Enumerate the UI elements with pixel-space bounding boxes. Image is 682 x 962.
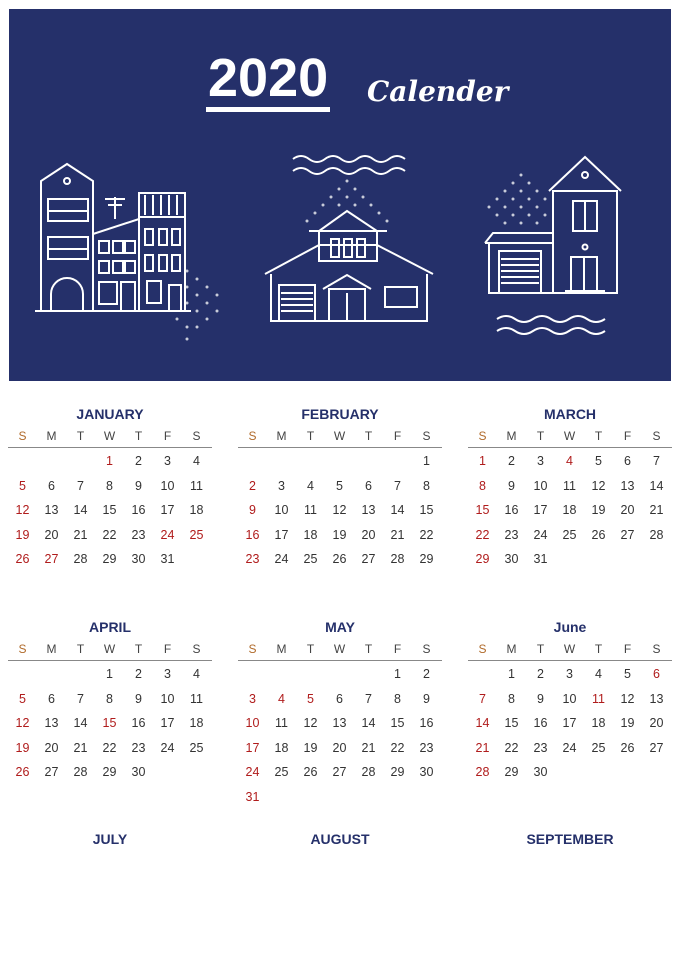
day-cell: 10	[160, 691, 175, 706]
day-cell: 2	[537, 667, 544, 681]
houses-illustration	[9, 9, 671, 381]
weekday-label: S	[18, 429, 27, 443]
weekday-label: T	[594, 429, 603, 443]
day-cell: 3	[278, 478, 285, 493]
day-cell: 24	[274, 552, 289, 566]
day-cell: 5	[336, 478, 343, 493]
day-cell: 13	[361, 503, 376, 517]
month-february	[238, 406, 442, 566]
day-cell: 8	[423, 478, 430, 493]
day-cell: 14	[361, 716, 376, 730]
day-cell: 4	[193, 667, 200, 681]
day-cell: 11	[304, 503, 317, 517]
town-buildings-icon	[35, 164, 191, 311]
weekday-header	[468, 642, 672, 661]
day-cell: 8	[479, 478, 486, 493]
weekday-label: S	[652, 642, 661, 656]
day-cell: 5	[307, 691, 314, 706]
day-cell: 24	[245, 765, 260, 779]
day-cell: 17	[160, 716, 175, 730]
day-cell: 1	[479, 454, 486, 468]
day-cell: 12	[15, 716, 30, 730]
day-cell: 15	[102, 716, 117, 730]
day-cell: 9	[135, 691, 142, 706]
day-cell: 2	[135, 454, 142, 468]
day-cell: 25	[189, 740, 204, 755]
day-cell: 27	[44, 552, 59, 566]
weekday-label: S	[192, 429, 201, 443]
weekday-label: T	[364, 642, 373, 656]
day-cell: 7	[394, 478, 401, 493]
weekday-header	[8, 642, 212, 661]
day-cell: 23	[131, 740, 146, 755]
day-cell: 1	[106, 454, 113, 468]
day-cell: 30	[419, 765, 434, 779]
weekday-label: W	[333, 429, 346, 443]
day-cell: 2	[249, 478, 256, 493]
calendar-subtitle: Calender	[367, 75, 509, 108]
day-cell: 25	[274, 765, 289, 779]
weekday-label: T	[76, 642, 85, 656]
day-cell: 17	[562, 716, 577, 730]
month-august	[238, 831, 442, 849]
day-cell: 29	[504, 765, 519, 779]
farmhouse-icon	[265, 156, 433, 321]
day-cell: 23	[245, 552, 260, 566]
day-cell: 20	[44, 740, 59, 755]
day-cell: 27	[44, 765, 59, 779]
month-september	[468, 831, 672, 849]
day-cell: 11	[592, 691, 605, 706]
weekday-label: M	[276, 642, 287, 656]
day-cell: 6	[653, 667, 660, 681]
weekday-label: S	[478, 642, 487, 656]
weekday-label: T	[594, 642, 603, 656]
day-cell: 12	[332, 503, 347, 517]
day-cell: 14	[73, 503, 88, 517]
day-cell: 27	[332, 765, 347, 779]
day-cell: 17	[533, 503, 548, 517]
day-cell: 18	[591, 716, 606, 730]
day-cell: 19	[303, 740, 318, 755]
day-cell: 7	[479, 691, 486, 706]
day-cell: 9	[537, 691, 544, 706]
day-cell: 22	[102, 740, 117, 755]
day-cell: 30	[131, 765, 146, 779]
day-cell: 3	[537, 454, 544, 468]
day-cell: 20	[332, 740, 347, 755]
month-name: JANUARY	[76, 406, 144, 422]
day-cell: 21	[361, 740, 376, 755]
weekday-label: T	[134, 429, 143, 443]
day-cell: 1	[106, 667, 113, 681]
day-cell: 6	[624, 454, 631, 468]
day-cell: 15	[390, 716, 405, 730]
day-cell: 7	[653, 454, 660, 468]
day-cell: 28	[73, 552, 88, 566]
day-cell: 8	[508, 691, 515, 706]
day-cell: 11	[190, 478, 203, 493]
day-cell: 12	[15, 503, 30, 517]
month-name: FEBRUARY	[301, 406, 379, 422]
weekday-label: M	[46, 642, 57, 656]
day-cell: 7	[77, 691, 84, 706]
day-cell: 30	[131, 552, 146, 566]
day-cell: 16	[504, 503, 519, 517]
day-cell: 19	[591, 503, 606, 517]
day-cell: 13	[44, 503, 59, 517]
weekday-label: F	[623, 642, 632, 656]
weekday-label: T	[536, 429, 545, 443]
month-name: JULY	[92, 831, 128, 847]
day-cell: 11	[563, 478, 576, 493]
day-cell: 3	[566, 667, 573, 681]
day-cell: 20	[649, 716, 664, 730]
day-cell: 4	[566, 454, 573, 468]
day-cell: 12	[303, 716, 318, 730]
day-cell: 14	[73, 716, 88, 730]
day-cell: 8	[394, 691, 401, 706]
day-cell: 24	[533, 527, 548, 542]
day-cell: 15	[475, 503, 490, 517]
weekday-label: S	[478, 429, 487, 443]
weekday-header	[238, 429, 442, 448]
day-cell: 31	[160, 552, 175, 566]
day-cell: 14	[390, 503, 405, 517]
weekday-label: W	[333, 642, 346, 656]
day-cell: 4	[278, 691, 285, 706]
weekday-label: T	[306, 642, 315, 656]
day-cell: 24	[160, 527, 175, 542]
day-cell: 21	[73, 527, 88, 542]
month-name: SEPTEMBER	[526, 831, 614, 847]
day-cell: 28	[361, 765, 376, 779]
month-name: MAY	[325, 619, 355, 635]
day-cell: 7	[365, 691, 372, 706]
day-cell: 25	[562, 527, 577, 542]
day-cell: 4	[307, 478, 314, 493]
month-may	[238, 619, 442, 804]
day-cell: 30	[504, 552, 519, 566]
day-cell: 26	[591, 527, 606, 542]
day-cell: 21	[475, 740, 490, 755]
day-cell: 17	[274, 527, 289, 542]
weekday-label: F	[623, 429, 632, 443]
day-cell: 16	[131, 503, 146, 517]
day-cell: 26	[332, 552, 347, 566]
day-cell: 10	[245, 716, 260, 730]
day-cell: 13	[649, 691, 664, 706]
day-cell: 26	[15, 552, 30, 566]
day-cell: 19	[15, 527, 30, 542]
day-cell: 15	[102, 503, 117, 517]
weekday-label: W	[103, 429, 116, 443]
day-cell: 22	[419, 527, 434, 542]
townhouse-icon	[485, 157, 621, 334]
weekday-label: T	[364, 429, 373, 443]
weekday-label: W	[103, 642, 116, 656]
day-cell: 3	[249, 691, 256, 706]
day-cell: 27	[620, 527, 635, 542]
day-cell: 19	[15, 740, 30, 755]
day-cell: 9	[508, 478, 515, 493]
day-cell: 30	[533, 765, 548, 779]
weekday-label: S	[652, 429, 661, 443]
day-cell: 18	[189, 503, 204, 517]
day-cell: 16	[419, 716, 434, 730]
day-cell: 24	[160, 740, 175, 755]
weekday-label: M	[506, 429, 517, 443]
day-cell: 22	[390, 740, 405, 755]
day-cell: 22	[475, 527, 490, 542]
day-cell: 22	[504, 740, 519, 755]
month-name: MARCH	[543, 406, 597, 422]
day-cell: 2	[423, 667, 430, 681]
day-cell: 21	[649, 503, 664, 517]
day-cell: 24	[562, 740, 577, 755]
day-cell: 21	[73, 740, 88, 755]
day-cell: 18	[274, 740, 289, 755]
day-cell: 11	[275, 716, 288, 730]
day-cell: 6	[336, 691, 343, 706]
day-cell: 16	[245, 527, 260, 542]
day-cell: 8	[106, 478, 113, 493]
day-cell: 10	[562, 691, 577, 706]
day-cell: 28	[475, 765, 490, 779]
day-cell: 11	[190, 691, 203, 706]
month-april	[8, 619, 212, 779]
day-cell: 28	[649, 527, 664, 542]
day-cell: 1	[394, 667, 401, 681]
day-cell: 9	[249, 503, 256, 517]
day-cell: 26	[303, 765, 318, 779]
day-cell: 29	[390, 765, 405, 779]
day-cell: 18	[303, 527, 318, 542]
day-cell: 20	[361, 527, 376, 542]
day-cell: 29	[102, 765, 117, 779]
month-march	[468, 406, 672, 566]
day-cell: 3	[164, 454, 171, 468]
day-cell: 19	[620, 716, 635, 730]
day-cell: 5	[595, 454, 602, 468]
weekday-label: S	[248, 429, 257, 443]
day-cell: 15	[504, 716, 519, 730]
weekday-label: T	[306, 429, 315, 443]
weekday-label: F	[393, 429, 402, 443]
day-cell: 29	[475, 552, 490, 566]
weekday-label: T	[76, 429, 85, 443]
day-cell: 23	[419, 740, 434, 755]
weekday-label: W	[563, 642, 576, 656]
day-cell: 7	[77, 478, 84, 493]
day-cell: 25	[591, 740, 606, 755]
day-cell: 28	[73, 765, 88, 779]
day-cell: 13	[44, 716, 59, 730]
day-cell: 14	[475, 716, 490, 730]
day-cell: 13	[332, 716, 347, 730]
day-cell: 19	[332, 527, 347, 542]
day-cell: 10	[533, 478, 548, 493]
day-cell: 26	[620, 740, 635, 755]
day-cell: 16	[131, 716, 146, 730]
day-cell: 18	[189, 716, 204, 730]
day-cell: 1	[508, 667, 515, 681]
day-cell: 21	[390, 527, 405, 542]
day-cell: 10	[160, 478, 175, 493]
year-title: 2020	[206, 49, 330, 112]
weekday-label: T	[536, 642, 545, 656]
weekday-label: F	[163, 642, 172, 656]
day-cell: 6	[365, 478, 372, 493]
day-cell: 10	[274, 503, 289, 517]
day-cell: 31	[533, 552, 548, 566]
weekday-label: M	[46, 429, 57, 443]
day-cell: 6	[48, 691, 55, 706]
day-cell: 6	[48, 478, 55, 493]
day-cell: 27	[649, 740, 664, 755]
weekday-label: F	[393, 642, 402, 656]
day-cell: 4	[595, 667, 602, 681]
day-cell: 16	[533, 716, 548, 730]
day-cell: 28	[390, 552, 405, 566]
day-cell: 18	[562, 503, 577, 517]
day-cell: 14	[649, 478, 664, 493]
weekday-label: S	[248, 642, 257, 656]
weekday-header	[8, 429, 212, 448]
weekday-label: T	[134, 642, 143, 656]
day-cell: 26	[15, 765, 30, 779]
month-january	[8, 406, 212, 566]
day-cell: 3	[164, 667, 171, 681]
day-cell: 23	[533, 740, 548, 755]
day-cell: 15	[419, 503, 434, 517]
weekday-label: S	[422, 642, 431, 656]
day-cell: 25	[303, 552, 318, 566]
day-cell: 8	[106, 691, 113, 706]
month-june	[468, 619, 672, 779]
day-cell: 13	[620, 478, 635, 493]
weekday-label: F	[163, 429, 172, 443]
day-cell: 9	[135, 478, 142, 493]
weekday-header	[238, 642, 442, 661]
weekday-label: M	[506, 642, 517, 656]
day-cell: 25	[189, 527, 204, 542]
day-cell: 20	[620, 503, 635, 517]
day-cell: 27	[361, 552, 376, 566]
day-cell: 2	[508, 454, 515, 468]
day-cell: 5	[624, 667, 631, 681]
day-cell: 29	[102, 552, 117, 566]
month-july	[8, 831, 212, 849]
day-cell: 12	[620, 691, 635, 706]
day-cell: 20	[44, 527, 59, 542]
header-banner	[9, 9, 671, 381]
day-cell: 23	[131, 527, 146, 542]
weekday-label: S	[192, 642, 201, 656]
day-cell: 9	[423, 691, 430, 706]
month-name: June	[553, 619, 587, 635]
day-cell: 1	[423, 454, 430, 468]
month-name: APRIL	[89, 619, 131, 635]
weekday-header	[468, 429, 672, 448]
day-cell: 5	[19, 691, 26, 706]
weekday-label: M	[276, 429, 287, 443]
day-cell: 17	[160, 503, 175, 517]
day-cell: 12	[591, 478, 606, 493]
month-name: AUGUST	[310, 831, 370, 847]
weekday-label: S	[422, 429, 431, 443]
weekday-label: S	[18, 642, 27, 656]
day-cell: 17	[245, 740, 260, 755]
day-cell: 2	[135, 667, 142, 681]
day-cell: 31	[245, 789, 260, 804]
weekday-label: W	[563, 429, 576, 443]
day-cell: 5	[19, 478, 26, 493]
day-cell: 4	[193, 454, 200, 468]
day-cell: 23	[504, 527, 519, 542]
day-cell: 29	[419, 552, 434, 566]
day-cell: 22	[102, 527, 117, 542]
